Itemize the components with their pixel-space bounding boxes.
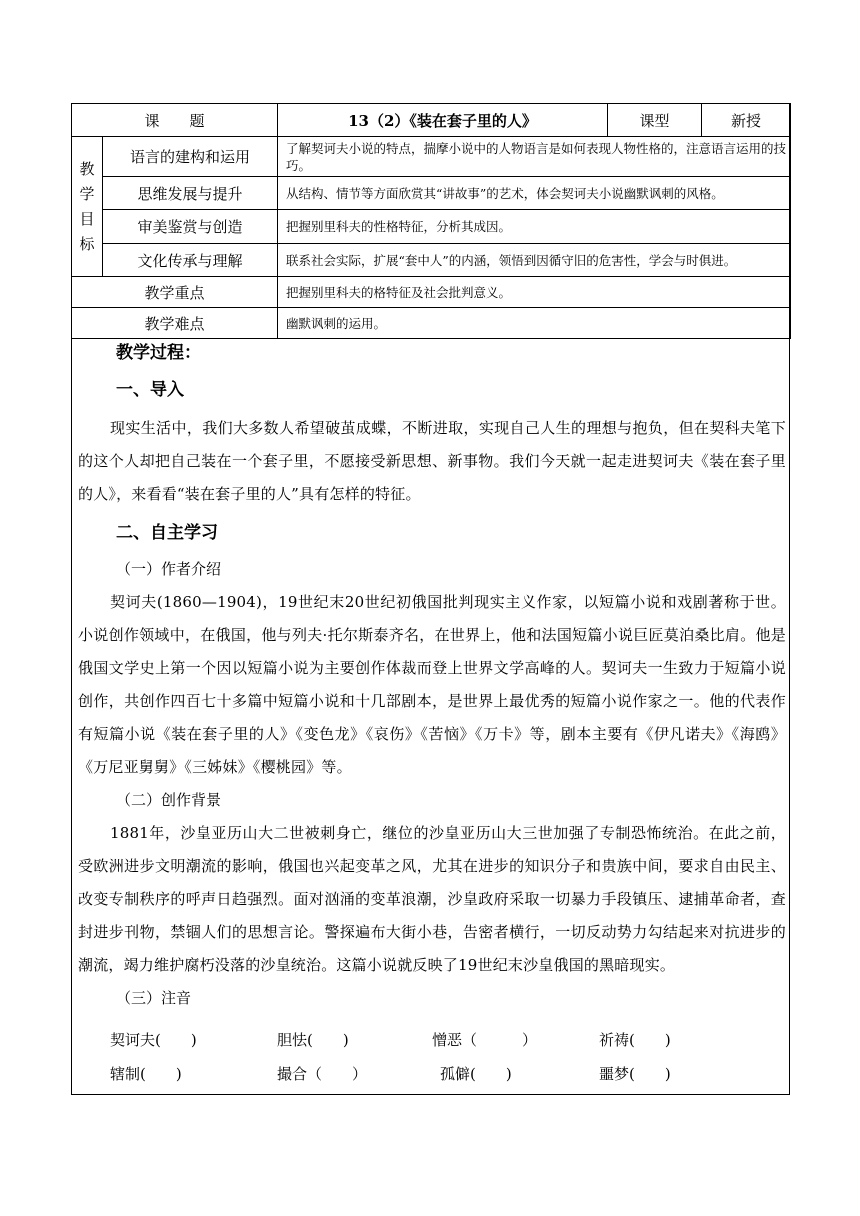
goals-label: 教 学 目 标 xyxy=(72,137,103,277)
goal-text: 了解契诃夫小说的特点，揣摩小说中的人物语言是如何表现人物性格的，注意语言运用的技巧。 xyxy=(278,137,791,177)
process-heading: 教学过程： xyxy=(116,343,201,363)
goal-text: 联系社会实际，扩展“套中人”的内涵，领悟到因循守旧的危害性，学会与时俱进。 xyxy=(278,244,791,277)
lesson-title: 13（2）《装在套子里的人》 xyxy=(278,104,608,137)
difficulty-label: 教学难点 xyxy=(72,308,278,339)
pinyin-item: 胆怯( ) xyxy=(277,1031,349,1049)
intro-paragraph: 现实生活中，我们大多数人希望破茧成蝶，不断进取，实现自己人生的理想与抱负，但在契科夫笔下的这个人却把自己装在一个套子里，不愿接受新思想、新事物。我们今天就一起走进契诃夫《装在套子里的人》，来看看“装在套子里的人”具有怎样的特征。 xyxy=(78,419,786,503)
title-row xyxy=(72,104,791,137)
background-subheading: （二）创作背景 xyxy=(116,791,222,809)
section-intro-heading: 一、导入 xyxy=(116,380,184,400)
goal-name: 思维发展与提升 xyxy=(103,177,278,210)
key-label: 教学重点 xyxy=(72,277,278,308)
pinyin-item: 憎恶（ ） xyxy=(432,1031,538,1049)
difficulty-text: 幽默讽刺的运用。 xyxy=(278,308,791,339)
difficulty-row xyxy=(72,308,791,339)
pinyin-item: 辖制( ) xyxy=(110,1065,182,1083)
goal-text: 把握别里科夫的性格特征，分析其成因。 xyxy=(278,210,791,244)
author-subheading: （一）作者介绍 xyxy=(116,560,222,578)
goal-row xyxy=(72,177,791,210)
type-label: 课型 xyxy=(608,104,702,137)
background-paragraph: 1881年，沙皇亚历山大二世被刺身亡，继位的沙皇亚历山大三世加强了专制恐怖统治。在此之前，受欧洲进步文明潮流的影响，俄国也兴起变革之风，尤其在进步的知识分子和贵族中间，要求自由民主、改变专制秩序的呼声日趋强烈。面对汹涌的变革浪潮，沙皇政府采取一切暴力手段镇压、逮捕革命者，查封进步刊物，禁锢人们的思想言论。警探遍布大街小巷，告密者横行，一切反动势力勾结起来对抗进步的潮流，竭力维护腐朽没落的沙皇统治。这篇小说就反映了19世纪末沙皇俄国的黑暗现实。 xyxy=(78,824,786,974)
topic-label: 课 题 xyxy=(72,104,278,137)
author-paragraph: 契诃夫(1860—1904)，19世纪末20世纪初俄国批判现实主义作家，以短篇小说和戏剧著称于世。小说创作领域中，在俄国，他与列夫·托尔斯泰齐名，在世界上，他和法国短篇小说巨匠莫泊桑比肩。他是俄国文学史上第一个因以短篇小说为主要创作体裁而登上世界文学高峰的人。契诃夫一生致力于短篇小说创作，共创作四百七十多篇中短篇小说和十几部剧本，是世界上最优秀的短篇小说作家之一。他的代表作有短篇小说《装在套子里的人》《变色龙》《哀伤》《苦恼》《万卡》等，剧本主要有《伊凡诺夫》《海鸥》《万尼亚舅舅》《三姊妹》《樱桃园》等。 xyxy=(78,593,786,776)
section-self-study-heading: 二、自主学习 xyxy=(116,523,218,543)
goal-name: 语言的建构和运用 xyxy=(103,137,278,177)
key-row xyxy=(72,277,791,308)
pinyin-subheading: （三）注音 xyxy=(116,989,192,1007)
goal-row xyxy=(72,137,791,177)
goal-row xyxy=(72,210,791,244)
lesson-info-table xyxy=(71,103,791,339)
teaching-process xyxy=(78,338,786,1015)
pinyin-item: 撮合（ ） xyxy=(277,1065,368,1083)
goal-name: 审美鉴赏与创造 xyxy=(103,210,278,244)
goal-row xyxy=(72,244,791,277)
pinyin-item: 噩梦( ) xyxy=(599,1065,671,1083)
type-value: 新授 xyxy=(702,104,791,137)
pinyin-item: 孤僻( ) xyxy=(440,1065,512,1083)
goal-name: 文化传承与理解 xyxy=(103,244,278,277)
key-text: 把握别里科夫的格特征及社会批判意义。 xyxy=(278,277,791,308)
pinyin-item: 祈祷( ) xyxy=(599,1031,671,1049)
pinyin-item: 契诃夫( ) xyxy=(110,1031,197,1049)
goal-text: 从结构、情节等方面欣赏其“讲故事”的艺术，体会契诃夫小说幽默讽刺的风格。 xyxy=(278,177,791,210)
